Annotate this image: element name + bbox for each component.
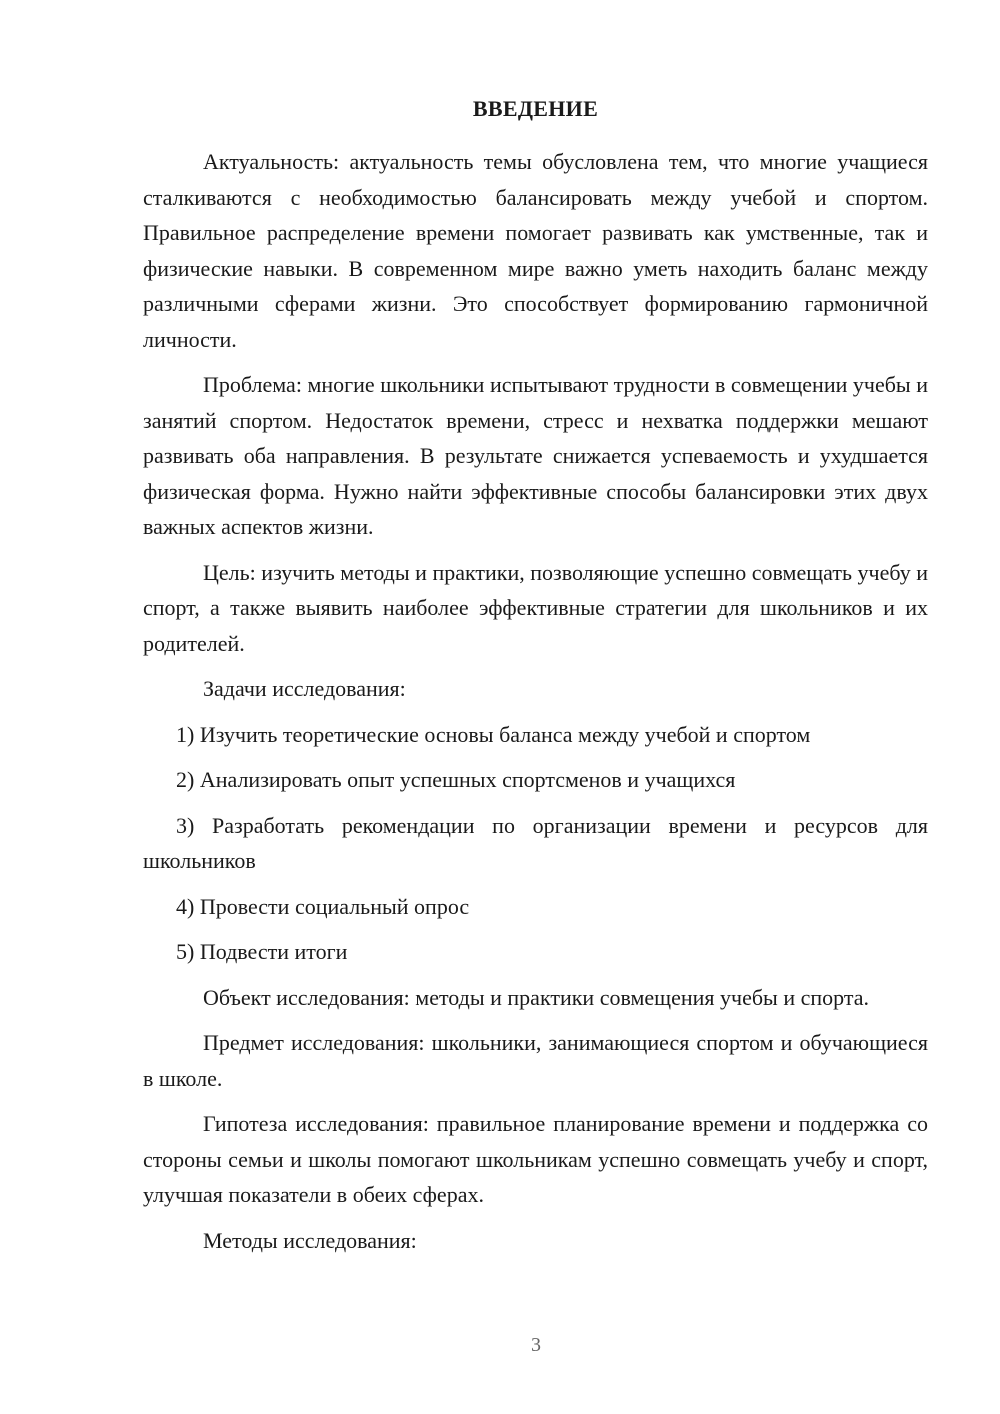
problem-paragraph: Проблема: многие школьники испытывают трудности в совмещении учебы и занятий спортом. Недостаток времени, стресс и нехватка поддержки мешают развивать оба направления. В результате снижается успеваемость и ухудшается физическая форма. Нужно найти эффективные способы балансировки этих двух важных аспектов жизни.: [143, 372, 928, 539]
relevance-paragraph: Актуальность: актуальность темы обусловлена тем, что многие учащиеся сталкиваются с необходимостью балансировать между учебой и спортом. Правильное распределение времени помогает развивать как умственные, так и физические навыки. В современном мире важно уметь находить баланс между различными сферами жизни. Это способствует формированию гармоничной личности.: [143, 149, 928, 352]
goal-paragraph: Цель: изучить методы и практики, позволяющие успешно совмещать учебу и спорт, а также выявить наиболее эффективные стратегии для школьников и их родителей.: [143, 559, 928, 656]
tasks-heading: Задачи исследования:: [203, 676, 406, 701]
page-number: 3: [531, 1334, 541, 1356]
list-item: 5) Подвести итоги: [176, 939, 348, 964]
list-item: 3) Разработать рекомендации по организации времени и ресурсов для школьников: [143, 812, 928, 873]
list-item: 1) Изучить теоретические основы баланса между учебой и спортом: [176, 721, 811, 747]
page-title: ВВЕДЕНИЕ: [472, 96, 599, 121]
methods-heading: Методы исследования:: [203, 1227, 417, 1253]
tasks-list: [143, 717, 928, 970]
list-item: 2) Анализировать опыт успешных спортсменов и учащихся: [176, 767, 736, 792]
subject-paragraph: Предмет исследования: школьники, занимающиеся спортом и обучающиеся в школе.: [143, 1030, 928, 1091]
hypothesis-paragraph: Гипотеза исследования: правильное планирование времени и поддержка со стороны семьи и школы помогают школьникам успешно совмещать учебу и спорт, улучшая показатели в обеих сферах.: [143, 1111, 928, 1207]
object-paragraph: Объект исследования: методы и практики совмещения учебы и спорта.: [203, 984, 869, 1010]
list-item: 4) Провести социальный опрос: [176, 893, 470, 919]
document-body: [143, 144, 928, 1268]
